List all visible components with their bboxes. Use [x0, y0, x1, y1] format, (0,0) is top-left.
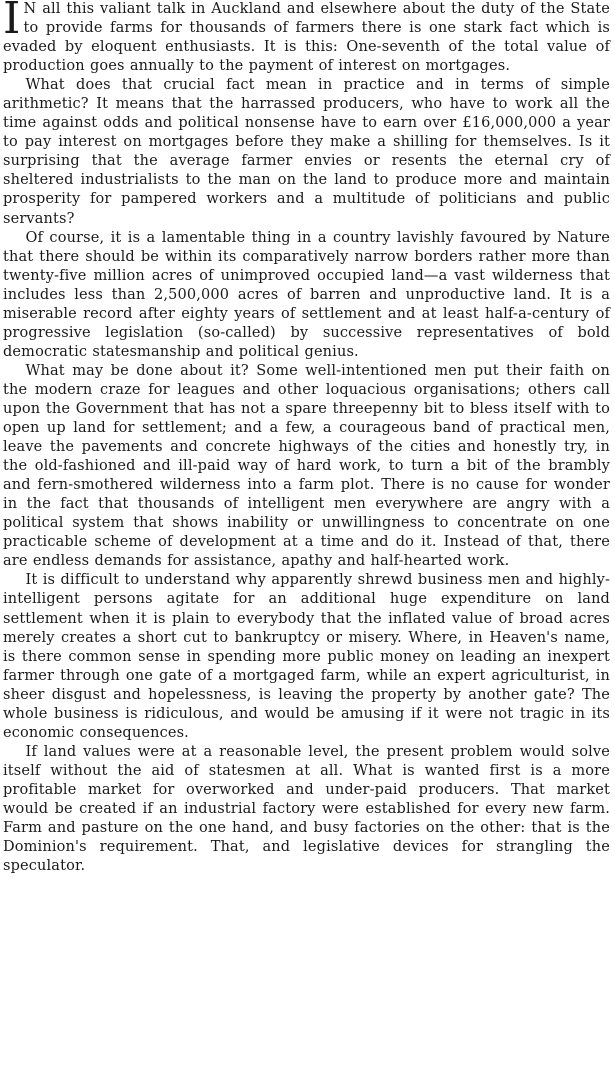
drop-cap-letter: I [3, 0, 21, 44]
article-paragraph-4: What may be done about it? Some well-intentioned men put their faith on the modern craze for leagues and other loquacious organisations; others call upon the Government that has not a spare threepenny bit to bless itself with to open up land for settlement; and a few, a courageous band of practical men, leave the pavements and concrete highways of the cities and honestly try, in the old-fashioned and ill-paid way of hard work, to turn a bit of the brambly and fern-smothered wilderness into a farm plot. There is no cause for wonder in the fact that thousands of intelligent men everywhere are angry with a political system that shows inability or unwillingness to concentrate on one practicable scheme of development at a time and do it. Instead of that, there are endless demands for assistance, apathy and half-hearted work. [3, 362, 610, 570]
article-paragraph-2: What does that crucial fact mean in practice and in terms of simple arithmetic? It means that the harrassed producers, who have to work all the time against odds and political nonsense have to earn over £16,000,000 a year to pay interest on mortgages before they make a shilling for themselves. Is it surprising that the average farmer envies or resents the eternal cry of sheltered industrialists to the man on the land to produce more and maintain prosperity for pampered workers and a multitude of politicians and public servants? [3, 77, 610, 227]
article-paragraph-1 [3, 0, 610, 76]
article-paragraph-5: It is difficult to understand why apparently shrewd business men and highly-intelligent persons agitate for an additional huge expenditure on land settlement when it is plain to everybody that the inflated value of broad acres merely creates a short cut to bankruptcy or misery. Where, in Heaven's name, is there common sense in spending more public money on leading an inexpert farmer through one gate of a mortgaged farm, while an expert agriculturist, in sheer disgust and hopelessness, is leaving the property by another gate? The whole business is ridiculous, and would be amusing if it were not tragic in its economic consequences. [3, 572, 610, 741]
paragraph-text: N all this valiant talk in Auckland and elsewhere about the duty of the State to provide farms for thousands of farmers there is one stark fact which is evaded by eloquent enthusiasts. It is this: One-seventh of the total value of production goes annually to the payment of interest on mortgages. [3, 1, 610, 75]
article-paragraph-3: Of course, it is a lamentable thing in a country lavishly favoured by Nature that there should be within its comparatively narrow borders rather more than twenty-five million acres of unimproved occupied land—a vast wilderness that includes less than 2,500,000 acres of barren and unproductive land. It is a miserable record after eighty years of settlement and at least half-a-century of progressive legislation (so-called) by successive representatives of bold democratic statesmanship and political genius. [3, 229, 610, 360]
editorial-article [3, 0, 610, 876]
article-paragraph-6: If land values were at a reasonable level, the present problem would solve itself without the aid of statesmen at all. What is wanted first is a more profitable market for overworked and under-paid producers. That market would be created if an industrial factory were established for every new farm. Farm and pasture on the one hand, and busy factories on the other: that is the Dominion's requirement. That, and legislative devices for strangling the speculator. [3, 743, 610, 875]
